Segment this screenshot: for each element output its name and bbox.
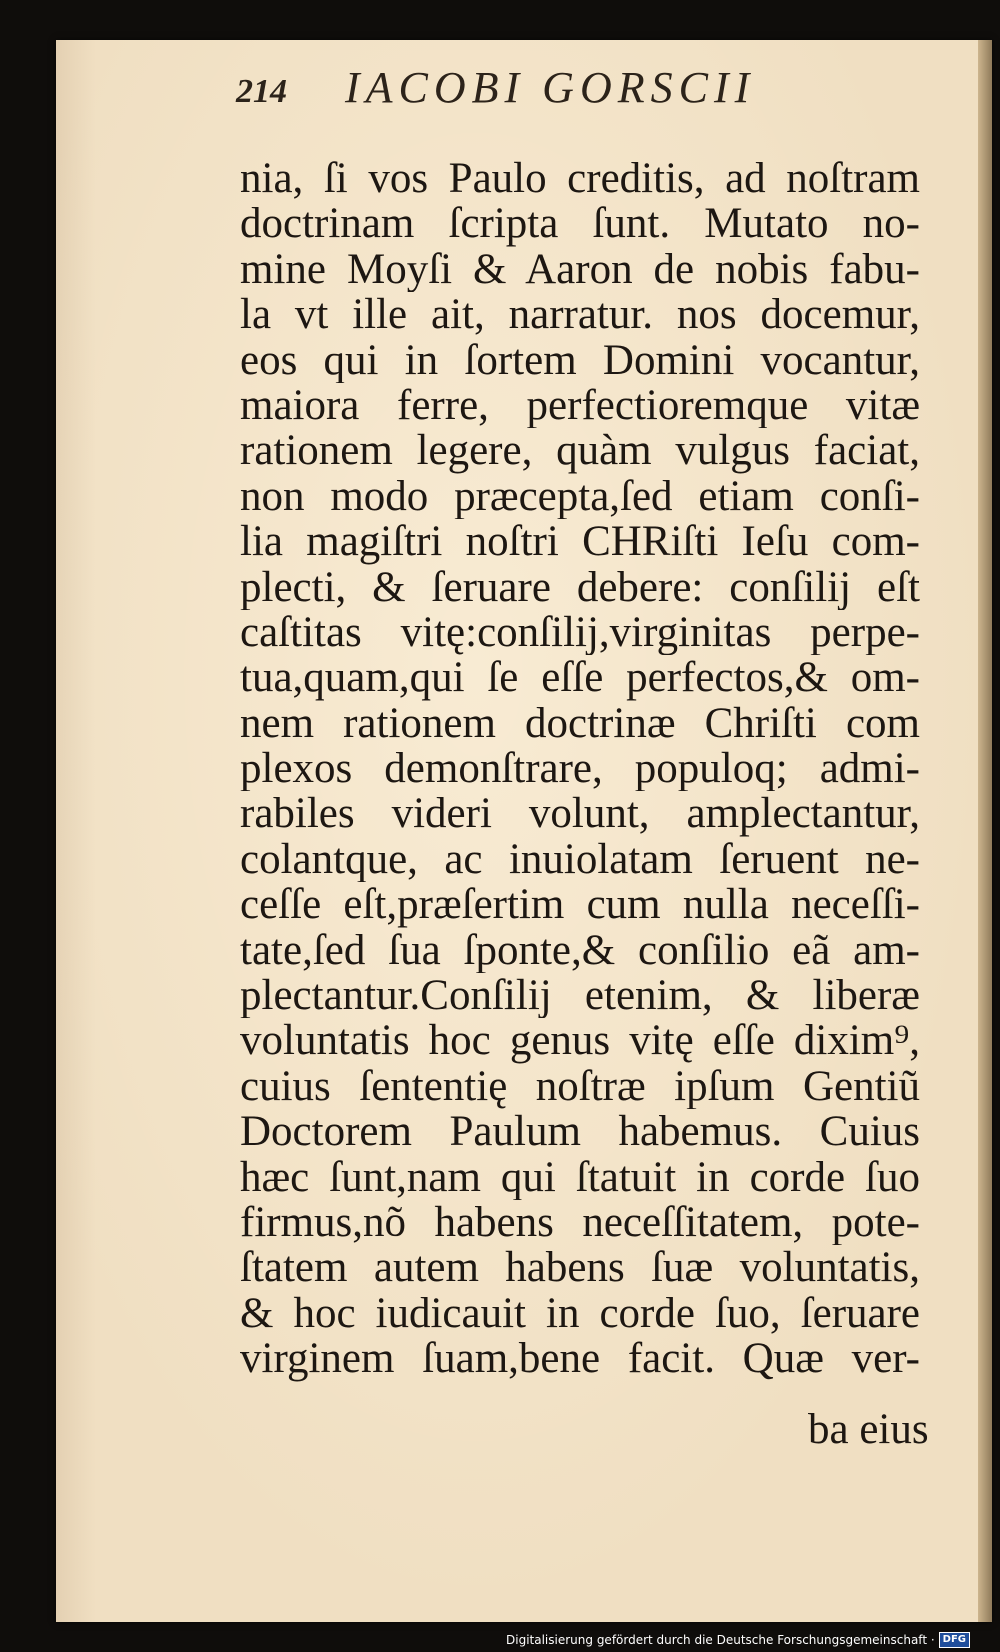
body-text [240,156,920,1382]
text-line: ſtatem autem habens ſuæ voluntatis, [240,1245,920,1291]
text-line: colantque, ac inuiolatam ſeruent ne- [240,836,920,883]
text-line: ceſſe eſt,præſertim cum nulla neceſſi- [240,882,920,928]
text-line: caſtitas vitę:conſilij,virginitas perpe- [240,609,920,656]
running-title: IACOBI GORSCII [345,63,756,112]
text-line: Doctorem Paulum habemus. Cuius [240,1109,920,1155]
text-line: non modo præcepta,ſed etiam conſi- [240,473,920,520]
text-line: plexos demonſtrare, populoq; admi- [240,746,920,792]
text-line: lia magiſtri noſtri CHRiſti Ieſu com- [240,519,920,565]
page-edge [978,40,992,1622]
text-line: rabiles videri volunt, amplectantur, [240,791,920,837]
text-line: doctrinam ſcripta ſunt. Mutato no- [240,201,920,247]
text-line: nem rationem doctrinæ Chriſti com [240,700,920,747]
text-line: firmus,nõ habens neceſſitatem, pote- [240,1199,920,1246]
digitization-credit [506,1632,970,1648]
text-line: & hoc iudicauit in corde ſuo, ſeruare [240,1290,920,1337]
text-line: cuius ſententię noſtræ ipſum Gentiũ [240,1063,920,1110]
text-line: hæc ſunt,nam qui ſtatuit in corde ſuo [240,1154,920,1200]
text-line: nia, ſi vos Paulo creditis, ad noſtram [240,156,920,202]
catchword: ba eius [808,1406,929,1453]
text-line: maiora ferre, perfectioremque vitæ [240,382,920,429]
page-header [236,62,856,132]
text-line: la vt ille ait, narratur. nos docemur, [240,292,920,338]
text-line: tate,ſed ſua ſponte,& conſilio eã am- [240,927,920,974]
text-line: tua,quam,qui ſe eſſe perfectos,& om- [240,655,920,701]
text-line: eos qui in ſortem Domini vocantur, [240,337,920,383]
dfg-logo: DFG [939,1632,970,1648]
text-line: mine Moyſi & Aaron de nobis fabu- [240,246,920,293]
text-line: voluntatis hoc genus vitę eſſe dixim⁹, [240,1018,920,1064]
text-line: plectantur.Conſilij etenim, & liberæ [240,973,920,1019]
page-number: 214 [236,73,287,110]
text-line: rationem legere, quàm vulgus faciat, [240,428,920,474]
credit-text: Digitalisierung gefördert durch die Deutsche Forschungsgemeinschaft · [506,1633,935,1647]
text-line: plecti, & ſeruare debere: conſilij eſt [240,564,920,610]
text-line: virginem ſuam,bene facit. Quæ ver- [240,1336,920,1382]
